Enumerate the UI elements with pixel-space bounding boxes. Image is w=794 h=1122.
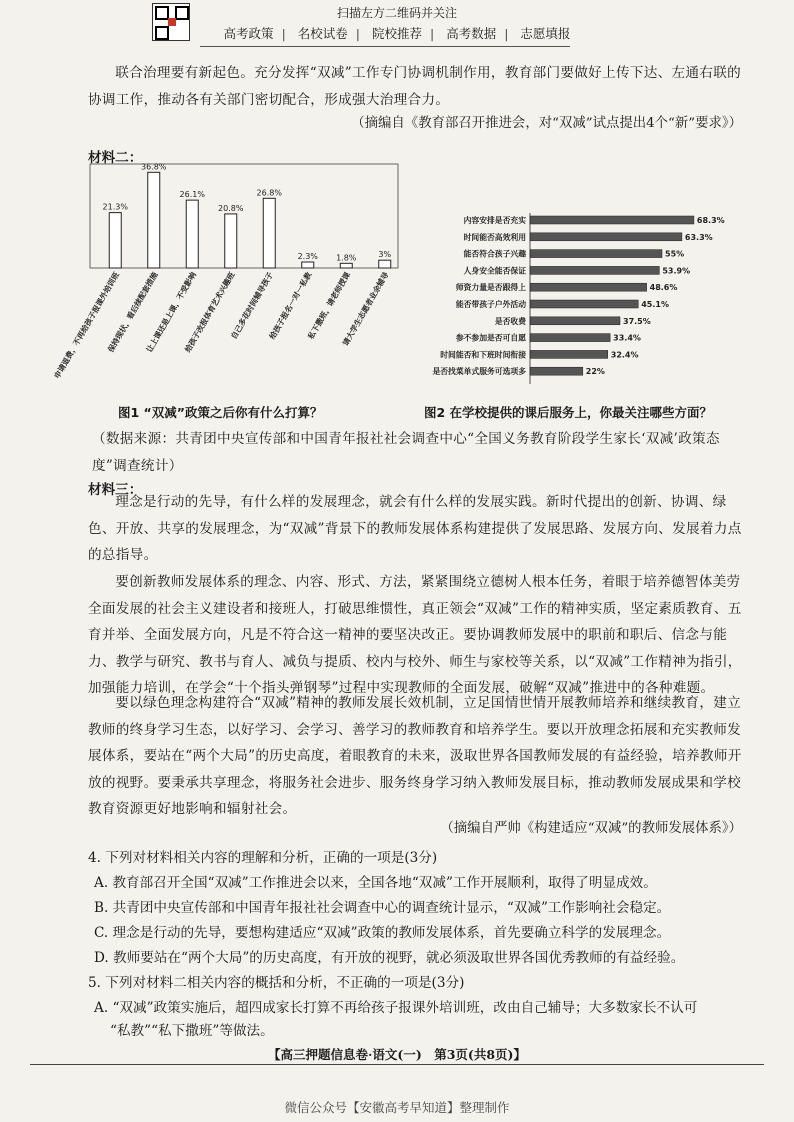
chart-1-category-label: 给孩子报名一对一私教 <box>267 270 314 341</box>
question-4-option-d[interactable]: D. 教师要站在“两个大局”的历史高度，有开放的视野，就必须汲取世界各国优秀教师的有益经验。 <box>94 950 685 966</box>
chart-2-bar <box>530 216 694 224</box>
chart-2-value-label: 63.3% <box>684 232 713 242</box>
chart-1-bar <box>263 198 275 268</box>
chart-1-bar <box>340 263 352 268</box>
chart-2-bar <box>530 334 610 342</box>
chart-2-bar <box>530 233 682 241</box>
header-link-policy[interactable]: 高考政策 <box>223 26 274 41</box>
chart-2-value-label: 32.4% <box>610 350 639 360</box>
header-link-data[interactable]: 高考数据 <box>446 26 497 41</box>
chart-2-bar <box>530 350 608 358</box>
chart-1-value-label: 26.8% <box>256 188 282 198</box>
chart-1-value-label: 26.1% <box>179 190 205 200</box>
chart-2-bar <box>530 317 620 325</box>
header-divider <box>200 46 570 47</box>
material3-paragraph-3: 要以绿色理念构建符合“双减”精神的教师发展长效机制，立足国情世情开展教师培养和继续教育，建立教师的终身学习生态，以好学习、会学习、善学习的教师教育和培养学生。要以开放理念拓展和充实教师发展体系，要站在“两个大局”的历史高度，着眼教育的未来，汲取世界各国教师发展的有益经验，培养教师开放的视野。要秉承共享理念，将服务社会进步、服务终身学习纳入教师发展目标，推动教师发展成果和学校教育资源更好地影响和辐射社会。 <box>88 695 742 817</box>
header-links: 高考政策 | 名校试卷 | 院校推荐 | 高考数据 | 志愿填报 <box>223 26 571 41</box>
chart-2-category-label: 人身安全能否保证 <box>463 266 526 276</box>
chart-1-value-label: 1.8% <box>336 253 357 263</box>
question-4-option-c[interactable]: C. 理念是行动的先导，要想构建适应“双减”政策的教师发展体系，首先要确立科学的发展理念。 <box>94 925 671 941</box>
question-4-option-b[interactable]: B. 共青团中央宣传部和中国青年报社社会调查中心的调查统计显示，“双减”工作影响社会稳定。 <box>94 900 671 916</box>
header-scan-text: 扫描左方二维码并关注 <box>336 6 457 20</box>
chart-2-category-label: 参不参加是否可自愿 <box>455 333 526 343</box>
chart-1-category-label: 给孩子改报体育艺术兴趣班 <box>183 270 237 354</box>
chart-1-caption: 图1 “双减”政策之后你有什么打算？ <box>118 405 323 420</box>
chart-2-category-label: 时间能否高效利用 <box>463 232 526 242</box>
chart-1-bar <box>379 260 391 268</box>
chart-1-category-label: 让上课还是上课，不受影响 <box>144 270 198 354</box>
chart-2-category-label: 是否找菜单式服务可选项多 <box>432 367 526 377</box>
chart-2-bar <box>530 367 583 375</box>
chart-1-value-label: 3% <box>378 250 392 260</box>
chart-2-value-label: 22% <box>585 367 605 377</box>
page-footer: 【高三押题信息卷·语文(一) 第3页(共8页)】 <box>268 1047 526 1062</box>
question-4-stem: 4. 下列对材料相关内容的理解和分析，正确的一项是(3分) <box>88 850 438 866</box>
chart-1-value-label: 36.8% <box>141 162 167 172</box>
chart-2-bar <box>530 266 659 274</box>
material3-paragraph-2: 要创新教师发展体系的理念、内容、形式、方法，紧紧围绕立德树人根本任务，着眼于培养德智体美劳全面发展的社会主义建设者和接班人，打破思维惯性，真正领会“双减”工作的精神实质，坚定素质教育、五育并举、全面发展方向，凡是不符合这一精神的要坚决改正。要协调教师发展中的职前和职后、信念与能力、教学与研究、教书与育人、减负与提质、校内与校外、师生与家校等关系，以“双减”工作精神为指引，加强能力培训，在学会“十个指头弹钢琴”过程中实现教师的全面发展，破解“双减”推进中的各种难题。 <box>88 574 742 696</box>
chart-2-value-label: 48.6% <box>649 283 678 293</box>
chart-2-caption: 图2 在学校提供的课后服务上，你最关注哪些方面？ <box>424 405 713 420</box>
chart-2-value-label: 37.5% <box>623 316 651 326</box>
header-link-schools[interactable]: 院校推荐 <box>371 26 422 41</box>
chart-2-bar <box>530 283 647 291</box>
chart-2-bar <box>530 250 662 258</box>
chart-1-value-label: 2.3% <box>297 252 318 262</box>
chart-1-bar <box>302 262 314 268</box>
question-5-option-a[interactable]: A. “双减”政策实施后，超四成家长打算不再给孩子报课外培训班，改由自己辅导；大多数家长不认可 <box>94 1000 698 1016</box>
chart-2-value-label: 68.3% <box>696 216 725 225</box>
question-5-option-a-cont[interactable]: “私教”“私下撒班”等做法。 <box>110 1023 274 1039</box>
chart-2 <box>400 190 760 400</box>
chart-2-value-label: 53.9% <box>662 266 691 276</box>
chart-2-category-label: 师资力量是否跟得上 <box>455 283 526 293</box>
chart-1-bar <box>186 200 198 268</box>
material2-data-source: （数据来源：共青团中央宣传部和中国青年报社社会调查中心“全国义务教育阶段学生家长‘双减’政策态度”调查统计） <box>92 431 720 474</box>
chart-2-value-label: 55% <box>665 249 685 259</box>
chart-1-category-label: 私下撒班，请老师授课 <box>306 270 352 341</box>
question-5-stem: 5. 下列对材料二相关内容的概括和分析，不正确的一项是(3分) <box>88 975 465 991</box>
chart-2-category-label: 内容安排是否充实 <box>463 216 526 225</box>
chart-2-category-label: 能否带孩子户外活动 <box>455 300 526 309</box>
material3-source: （摘编自严帅《构建适应“双减”的教师发展体系》） <box>440 821 742 836</box>
chart-2-value-label: 45.1% <box>641 300 670 309</box>
material3-paragraph-1: 理念是行动的先导，有什么样的发展理念，就会有什么样的发展实践。新时代提出的创新、协调、绿色、开放、共享的发展理念，为“双减”背景下的教师发展体系构建提供了发展思路、发展方向、发展着力点的总指导。 <box>88 494 742 563</box>
material1-source: （摘编自《教育部召开推进会，对“双减”试点提出4个“新”要求》） <box>351 116 742 131</box>
chart-1-bar <box>225 214 237 268</box>
chart-2-bar <box>530 300 638 308</box>
chart-1-bar <box>109 213 121 268</box>
watermark: 微信公众号【安徽高考早知道】整理制作 <box>284 1100 510 1115</box>
material2-label: 材料二： <box>88 150 143 166</box>
chart-1-category-label: 自己多花时间辅导孩子 <box>229 270 275 341</box>
chart-2-value-label: 33.4% <box>613 333 641 343</box>
material3-label: 材料三： <box>88 482 143 498</box>
chart-2-category-label: 时间能否和下班时间衔接 <box>440 350 526 360</box>
footer-divider <box>30 1064 764 1065</box>
material1-paragraph: 联合治理要有新起色。充分发挥“双减”工作专门协调机制作用，教育部门要做好上传下达、左通右联的协调工作，推动各有关部门密切配合，形成强大治理合力。 <box>88 65 742 108</box>
chart-1-category-label: 保持现状，看后续配套措施 <box>106 270 160 354</box>
chart-1-category-label: 请大学生志愿者业余辅导 <box>340 270 391 348</box>
chart-1-value-label: 21.3% <box>102 202 128 212</box>
chart-2-category-label: 能否符合孩子兴趣 <box>463 249 526 259</box>
chart-1-value-label: 20.8% <box>218 203 244 213</box>
header-link-papers[interactable]: 名校试卷 <box>297 26 348 41</box>
header-link-volunteer[interactable]: 志愿填报 <box>520 26 571 41</box>
chart-1 <box>52 158 404 402</box>
chart-1-bar <box>148 172 160 268</box>
chart-2-category-label: 是否收费 <box>494 316 526 326</box>
question-4-option-a[interactable]: A. 教育部召开全国“双减”工作推进会以来，全国各地“双减”工作开展顺利，取得了明显成效。 <box>94 875 657 891</box>
chart-1-category-label: 申请退费，不再给孩子报课外培训班 <box>52 270 121 381</box>
